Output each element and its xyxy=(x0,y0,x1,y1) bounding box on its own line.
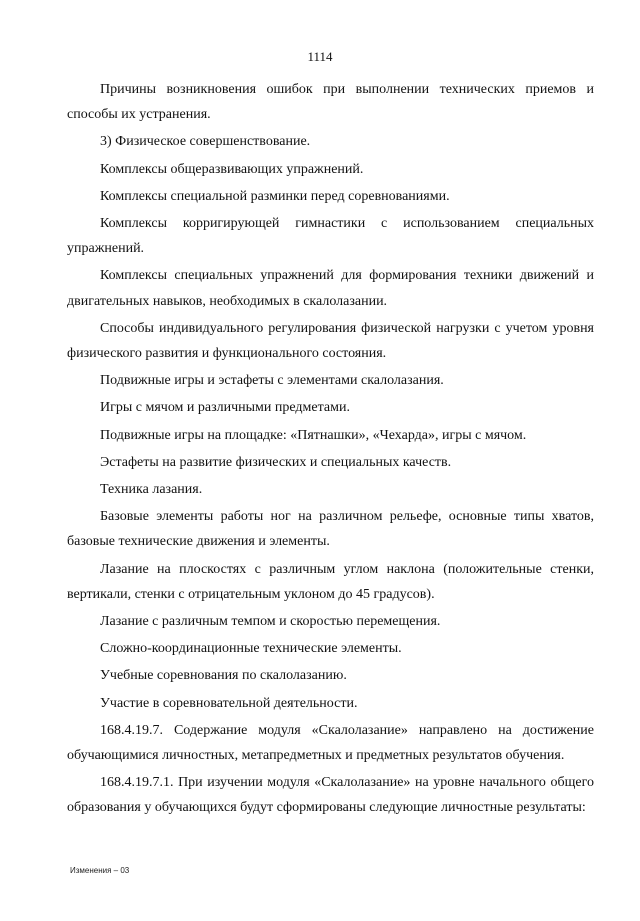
page-number: 1114 xyxy=(307,49,333,64)
paragraph: Участие в соревновательной деятельности. xyxy=(100,695,358,711)
paragraph: Сложно-координационные технические элементы. xyxy=(100,641,402,657)
paragraph: Причины возникновения ошибок при выполнении технических приемов и способы их устранения. xyxy=(67,82,594,123)
paragraph: Комплексы специальных упражнений для формирования техники движений и двигательных навыков, необходимых в скалолазании. xyxy=(67,268,594,309)
paragraph: 3) Физическое совершенствование. xyxy=(100,134,311,150)
paragraph: Лазание с различным темпом и скоростью перемещения. xyxy=(100,614,441,630)
paragraph: Комплексы общеразвивающих упражнений. xyxy=(100,161,364,177)
paragraph: Лазание на плоскостях с различным углом наклона (положительные стенки, вертикали, стенки с отрицательным уклоном до 45 градусов). xyxy=(67,561,594,602)
paragraph: Игры с мячом и различными предметами. xyxy=(100,400,350,416)
paragraph: Учебные соревнования по скалолазанию. xyxy=(100,668,347,684)
paragraph: 168.4.19.7.1. При изучении модуля «Скалолазание» на уровне начального общего образования у обучающихся будут сформированы следующие личностные результаты: xyxy=(67,775,594,816)
paragraph: Техника лазания. xyxy=(100,482,203,498)
paragraph: Подвижные игры на площадке: «Пятнашки», «Чехарда», игры с мячом. xyxy=(100,427,527,443)
paragraph: Базовые элементы работы ног на различном рельефе, основные типы хватов, базовые технические движения и элементы. xyxy=(67,509,594,550)
footer-changes-note: Изменения – 03 xyxy=(70,866,130,875)
paragraph: Способы индивидуального регулирования физической нагрузки с учетом уровня физического развития и функционального состояния. xyxy=(67,320,594,362)
paragraph: Комплексы специальной разминки перед соревнованиями. xyxy=(100,188,450,204)
paragraph: 168.4.19.7. Содержание модуля «Скалолазание» направлено на достижение обучающимися личностных, метапредметных и предметных результатов обучения. xyxy=(67,722,594,764)
paragraph: Эстафеты на развитие физических и специальных качеств. xyxy=(100,454,452,470)
paragraph: Подвижные игры и эстафеты с элементами скалолазания. xyxy=(100,373,444,389)
paragraph: Комплексы корригирующей гимнастики с использованием специальных упражнений. xyxy=(67,216,594,257)
document-body xyxy=(67,77,594,823)
